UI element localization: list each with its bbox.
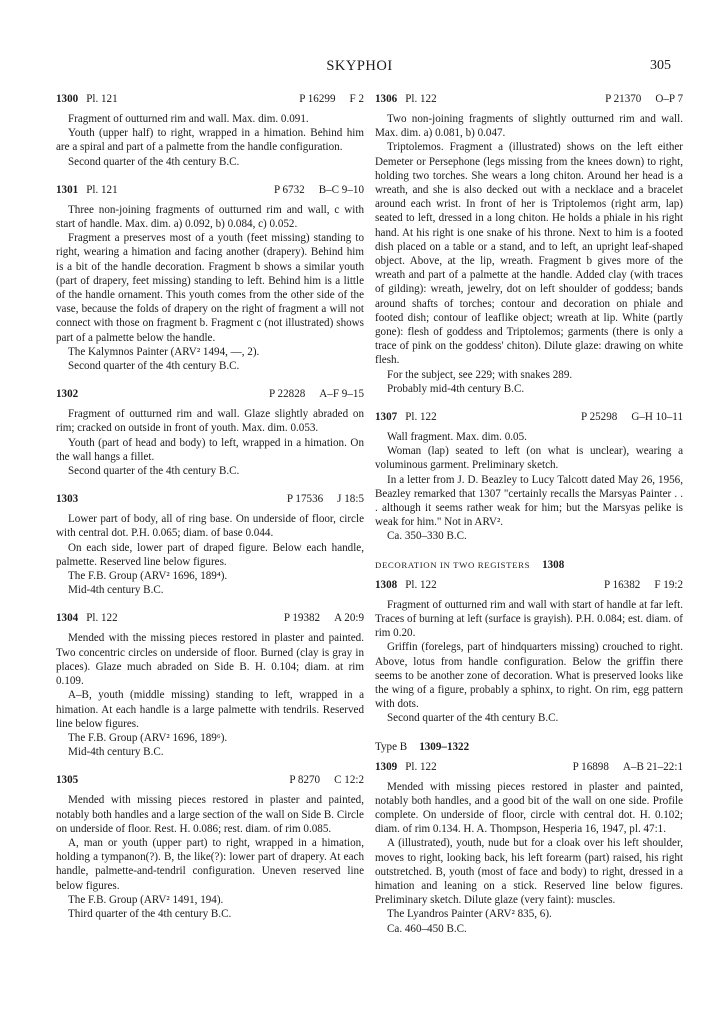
running-title: SKYPHOI [326,58,393,74]
entry-location: C 12:2 [334,774,364,787]
entry-number: 1307 [375,411,398,424]
entry-paragraph: Mended with missing pieces restored in plaster and painted, notably both handles, and a good bit of the wall on one side. Profile complete. On underside of floor, circle with central dot. H. 0.102; diam. of rim 0.134. H. A. Thompson, Hesperia 16, 1947, pl. 47:1. [375,780,683,836]
section-range: 1308 [542,558,565,571]
entry-header [56,611,364,629]
entry-plate: Pl. 121 [86,93,118,105]
entry-inventory: P 25298 [581,411,618,424]
entry-paragraph: Second quarter of the 4th century B.C. [387,712,559,725]
entry-paragraph: Woman (lap) seated to left (on what is unclear), wearing a voluminous garment. Preliminary sketch. [375,445,683,472]
catalogue-entry [375,760,683,936]
entry-plate: Pl. 122 [405,93,437,105]
section-label: DECORATION IN TWO REGISTERS [375,559,531,570]
entry-paragraph: Fragment of outturned rim and wall. Glaze slightly abraded on rim; cracked on outside in front of youth. Max. dim. 0.053. [56,408,364,435]
entry-paragraph: In a letter from J. D. Beazley to Lucy Talcott dated May 26, 1956, Beazley remarked that 1307 "certainly recalls the Marsyas Painter . . . although it seems rather weak for him; but the Marsyas pelike is weak for him." Not in ARV². [375,473,683,529]
entry-header [375,578,683,596]
running-header [0,58,719,78]
entry-paragraph: Second quarter of the 4th century B.C. [68,155,240,168]
entry-inventory: P 21370 [605,93,642,105]
entry-paragraph: For the subject, see 229; with snakes 289. [387,368,573,381]
entry-paragraph: The F.B. Group (ARV² 1491, 194). [68,893,224,906]
entry-header [375,760,683,778]
entry-header [56,92,364,110]
catalogue-entry [56,387,364,478]
entry-paragraph: Youth (upper half) to right, wrapped in a himation. Behind him are a spiral and part of a palmette from the handle configuration. [56,127,364,154]
entry-plate: Pl. 122 [86,612,118,625]
entry-header [375,92,683,110]
entry-plate: Pl. 121 [86,183,118,196]
entry-location: O–P 7 [655,93,683,105]
catalogue-entry [375,578,683,726]
entry-paragraph: Wall fragment. Max. dim. 0.05. [387,431,527,444]
entry-inventory: P 16299 [299,93,336,105]
entry-plate: Pl. 122 [405,578,437,591]
entry-paragraph: Triptolemos. Fragment a (illustrated) shows on the left either Demeter or Persephone (legs missing from the knees down) to right, holding two torches. She wears a long chiton. Around her head is a wreath, and she is also decked out with a necklace and a bracelet around each wrist. In front of her is Triptolemos (right arm, lap) seated to left, dressed in a long chiton. He holds a phiale in his right hand. At his right is one snake of his throne. Next to him is a footed dish placed on a table or a stand, and to left, an upright leaf-shaped object. Above, at the lip, wreath. Fragment b gives more of the wreath and part of a palmette at the handle. Added clay (with traces of gilding): wreath, jewelry, dot on left shoulder of goddess; bands around shafts of torches; contour and decoration on phiale and footed dish; contour of leaflike object; wreath at lip. White (partly gone): flesh of goddess and Triptolemos; garments (there is only a trace of pink on the goddess' chiton). Dilute glaze: drawing on white flesh. [375,141,683,367]
entry-header [56,773,364,791]
entry-inventory: P 19382 [283,612,321,625]
entry-inventory: P 6732 [273,183,305,196]
entry-paragraph: The Kalymnos Painter (ARV² 1494, —, 2). [68,345,260,358]
entry-paragraph: Second quarter of the 4th century B.C. [68,360,240,373]
page-number: 305 [650,58,671,73]
entry-paragraph: A–B, youth (middle missing) standing to left, wrapped in a himation. At each handle is a large palmette with tendrils. Reserved line below figures. [56,689,364,730]
entry-paragraph: Griffin (forelegs, part of hindquarters missing) crouched to right. Above, lotus from handle configuration. Below the griffin there seems to be another zone of decoration. What is preserved looks like the wing of a figure, probably a sphinx, to right. On rim, egg pattern with dots. [375,641,683,711]
entry-location: F 2 [349,93,364,105]
section-range: 1309–1322 [419,740,470,753]
entry-paragraph: A (illustrated), youth, nude but for a cloak over his left shoulder, moves to right, looking back, his left forearm (part) raised, his right outstretched. B, youth (most of face and body) to right, dressed in a himation and leaning on a stick. Reserved line below figures. Preliminary sketch. Dilute glaze (very faint): muscles. [375,837,683,907]
entry-location: A–F 9–15 [319,388,364,401]
entry-paragraph: The F.B. Group (ARV² 1696, 189⁶). [68,731,228,744]
entry-location: F 19:2 [654,578,683,591]
entry-inventory: P 8270 [289,774,321,787]
entry-header [56,183,364,201]
entry-paragraph: A, man or youth (upper part) to right, wrapped in a himation, holding a tympanon(?). B, the like(?): lower part of drapery. At each handle, palmette-and-tendril configuration. Uneven reserved line below figures. [56,836,364,892]
entry-location: J 18:5 [337,493,364,506]
catalogue-entry [56,183,364,373]
entry-number: 1305 [56,774,79,787]
entry-inventory: P 16382 [604,578,641,591]
entry-paragraph: Two non-joining fragments of slightly outturned rim and wall. Max. dim. a) 0.081, b) 0.047. [375,113,683,140]
section-label: Type B [375,740,408,753]
entry-number: 1308 [375,578,398,591]
entry-inventory: P 16898 [572,760,609,773]
catalogue-entry [56,492,364,597]
entry-paragraph: Ca. 460–450 B.C. [387,922,467,935]
entry-paragraph: Third quarter of the 4th century B.C. [68,907,232,920]
entry-inventory: P 17536 [286,493,324,506]
entry-paragraph: Fragment a preserves most of a youth (feet missing) standing to right, wearing a himation and facing another (drapery). Behind him is a bit of the handle decoration. Fragment b shows a similar youth (part of drapery, feet missing) standing to left. Behind him is a little of the handle ornament. This youth comes from the other side of the vase, because the folds of drapery on the right of fragment a will not connect with those on fragment b. Fragment c (not illustrated) shows part of a palmette below the handle. [56,232,364,344]
entry-number: 1302 [56,388,79,401]
entry-paragraph: Fragment of outturned rim and wall. Max. dim. 0.091. [68,113,309,125]
entry-paragraph: Lower part of body, all of ring base. On underside of floor, circle with central dot. P.H. 0.065; diam. of base 0.044. [56,513,364,540]
entry-paragraph: Probably mid-4th century B.C. [387,382,525,395]
entry-paragraph: Fragment of outturned rim and wall with start of handle at far left. Traces of burning at left (surface is grayish). P.H. 0.084; est. diam. of rim 0.20. [375,598,683,640]
catalogue-entry [375,410,683,544]
entry-paragraph: On each side, lower part of draped figure. Below each handle, palmette. Reserved line below figures. [56,541,364,568]
section-heading [375,740,683,758]
entry-number: 1304 [56,612,79,625]
right-column [375,92,683,950]
entry-paragraph: Mended with the missing pieces restored in plaster and painted. Two concentric circles on underside of floor. Burned (clay is gray in places). Glaze much abraded on Side B. H. 0.104; diam. at rim 0.109. [56,632,364,688]
entry-header [56,387,364,405]
entry-location: B–C 9–10 [318,183,364,196]
entry-number: 1303 [56,493,79,506]
entry-header [56,492,364,510]
entry-location: G–H 10–11 [631,411,683,424]
entry-number: 1309 [375,760,398,773]
entry-inventory: P 22828 [269,388,306,401]
entry-paragraph: The F.B. Group (ARV² 1696, 189⁴). [68,570,228,583]
entry-plate: Pl. 122 [405,760,437,773]
entry-location: A 20:9 [334,612,364,625]
entry-paragraph: Mended with missing pieces restored in plaster and painted, notably both handles and a large section of the wall on Side B. Circle on underside of floor. Rest. H. 0.086; rest. diam. of rim 0.085. [56,794,364,835]
entry-paragraph: Three non-joining fragments of outturned rim and wall, c with start of handle. Max. dim. a) 0.092, b) 0.084, c) 0.052. [56,203,364,231]
section-heading [375,558,683,576]
catalogue-entry [56,773,364,921]
entry-paragraph: The Lyandros Painter (ARV² 835, 6). [387,908,552,921]
entry-paragraph: Ca. 350–330 B.C. [387,530,467,543]
entry-paragraph: Youth (part of head and body) to left, wrapped in a himation. On the wall hangs a fillet. [56,436,364,463]
entry-number: 1306 [375,93,398,105]
entry-paragraph: Second quarter of the 4th century B.C. [68,465,240,478]
left-column [56,92,364,935]
entry-paragraph: Mid-4th century B.C. [68,746,164,759]
catalogue-entry [56,611,364,759]
entry-plate: Pl. 122 [405,411,437,424]
catalogue-entry [56,92,364,169]
entry-header [375,410,683,428]
entry-number: 1301 [56,183,79,196]
entry-location: A–B 21–22:1 [622,760,683,773]
catalogue-entry [375,92,683,396]
entry-paragraph: Mid-4th century B.C. [68,584,164,597]
entry-number: 1300 [56,93,79,105]
